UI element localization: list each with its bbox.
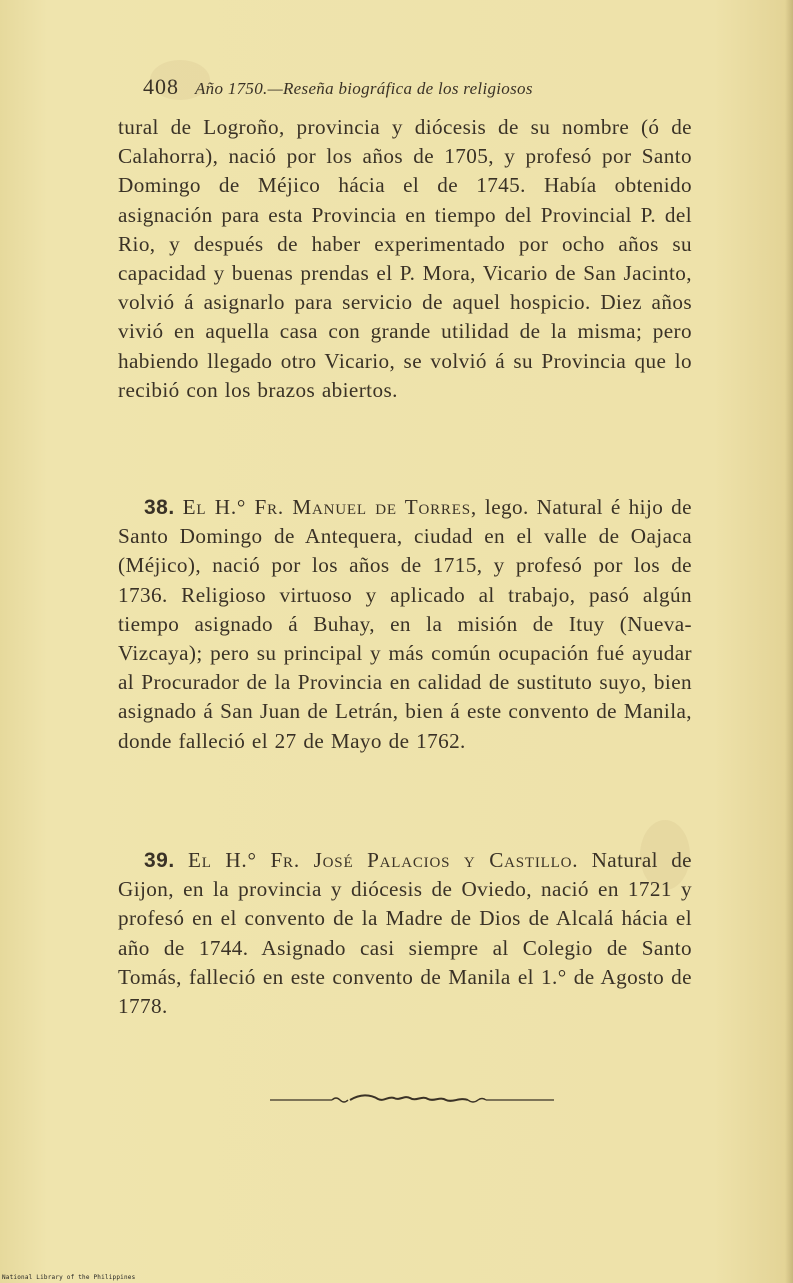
page-header	[143, 74, 663, 104]
entry-heading: El H.° Fr. José Palacios y Castillo.	[187, 848, 579, 872]
running-head: Año 1750.—Reseña biográfica de los religiosos	[195, 79, 533, 98]
entry-39	[118, 846, 692, 1021]
page-edge-shadow	[785, 0, 793, 1283]
entry-number: 38.	[144, 496, 175, 519]
entry-38	[118, 493, 692, 756]
paragraph-continuation	[118, 113, 692, 405]
entry-paragraph	[118, 493, 692, 756]
library-watermark: National Library of the Philippines	[2, 1274, 136, 1281]
paragraph-text: tural de Logroño, provincia y diócesis de su nombre (ó de Calahorra), nació por los años de 1705, y profesó por Santo Domingo de Méjico hácia el de 1745. Había obtenido asignación para esta Provincia en tiempo del Provincial P. del Rio, y después de haber experimentado por ocho años su capacidad y buenas prendas el P. Mora, Vicario de San Jacinto, volvió á asignarlo para servicio de aquel hospicio. Diez años vivió en aquella casa con grande utilidad de la misma; pero habiendo llegado otro Vicario, se volvió á su Provincia que lo recibió con los brazos abiertos.	[118, 115, 692, 402]
entry-text: lego. Natural é hijo de Santo Domingo de Antequera, ciudad en el valle de Oajaca (Méjico), nació por los años de 1715, y profesó por los de 1736. Religioso virtuoso y aplicado al trabajo, pasó algún tiempo asignado á Buhay, en la misión de Ituy (Nueva-Vizcaya); pero su principal y más común ocupación fué ayudar al Procurador de la Provincia en calidad de sustituto suyo, bien asignado á San Juan de Letrán, bien á este convento de Manila, donde falleció el 27 de Mayo de 1762.	[118, 495, 692, 753]
entry-number: 39.	[144, 849, 175, 872]
entry-heading: El H.° Fr. Manuel de Torres,	[182, 495, 477, 519]
entry-text: Natural de Gijon, en la provincia y diócesis de Oviedo, nació en 1721 y profesó en el convento de la Madre de Dios de Alcalá hácia el año de 1744. Asignado casi siempre al Colegio de Santo Tomás, falleció en este convento de Manila el 1.° de Agosto de 1778.	[118, 848, 692, 1019]
ornamental-divider-icon	[270, 1092, 554, 1108]
page-number: 408	[143, 74, 179, 99]
entry-paragraph	[118, 846, 692, 1021]
